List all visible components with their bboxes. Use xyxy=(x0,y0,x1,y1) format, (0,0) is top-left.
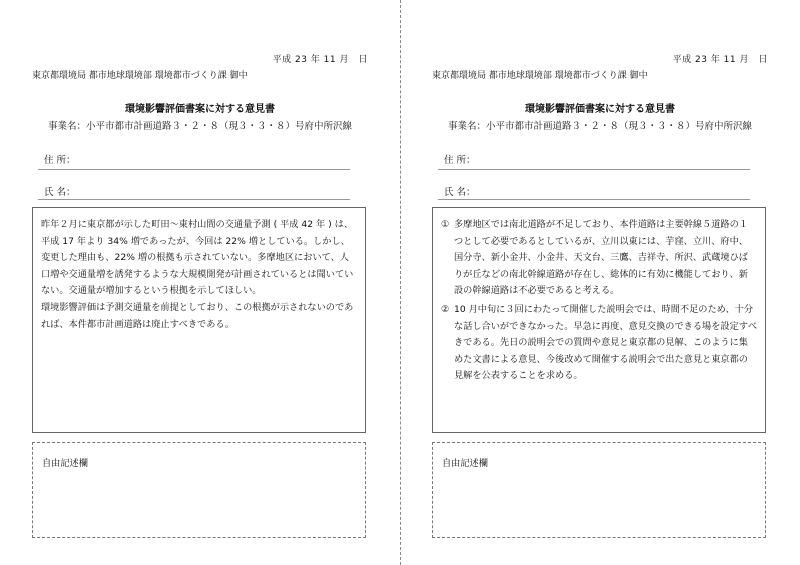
opinion-paragraph: 昨年２月に東京都が示した町田〜東村山間の交通量予測 ( 平成 42 年 ) は、平成 17 年より 34% 増であったが、今回は 22% 増としている。しかし、変更した理由も、22% 増の根拠も示されていない。多摩地区において、人口増や交通量増を誘発するような大規模開発が計画されているとは聞いていない。交通量が増加するという根拠を示してほしい。 xyxy=(41,219,354,297)
project-name: 事業名：小平市都市計画道路３・２・８（現３・３・８）号府中所沢線 xyxy=(447,121,752,132)
project-name: 事業名：小平市都市計画道路３・２・８（現３・３・８）号府中所沢線 xyxy=(47,121,352,132)
name-label: 氏 名： xyxy=(444,187,476,198)
address-field[interactable] xyxy=(38,169,350,170)
date: 平成 23 年 11 月 日 xyxy=(672,55,768,65)
opinion-paragraph: 環境影響評価は予測交通量を前提としており、この根拠が示されないのであれば、本件都市計画道路は廃止すべきである。 xyxy=(41,301,354,330)
item-number: ① xyxy=(441,219,450,230)
name-field[interactable] xyxy=(38,199,350,200)
item-text: 10 月中旬に３回にわたって開催した説明会では、時間不足のため、十分な話し合いができなかった。早急に再度、意見交換のできる場を設定すべきである。先日の説明会での質問や意見と東京都の見解、このように集めた文書による意見、今後改めて開催する説明会で出た意見と東京都の見解を公表することを求める。 xyxy=(454,303,758,382)
opinion-box[interactable] xyxy=(432,207,766,433)
addressee: 東京都環境局 都市地球環境部 環境都市づくり課 御中 xyxy=(432,71,648,81)
address-label: 住 所： xyxy=(444,155,476,166)
address-field[interactable] xyxy=(438,169,750,170)
opinion-form-right xyxy=(400,0,800,565)
form-title: 環境影響評価書案に対する意見書 xyxy=(125,104,275,115)
opinion-box[interactable] xyxy=(32,207,366,433)
item-number: ② xyxy=(441,303,450,315)
free-description-label: 自由記述欄 xyxy=(442,458,488,469)
name-field[interactable] xyxy=(438,199,750,200)
address-label: 住 所： xyxy=(44,155,76,166)
date: 平成 23 年 11 月 日 xyxy=(272,55,368,65)
opinion-item xyxy=(441,217,757,300)
free-description-label: 自由記述欄 xyxy=(42,458,88,469)
opinion-item xyxy=(441,302,757,385)
item-text: 多摩地区では南北道路が不足しており、本件道路は主要幹線５道路の１つとして必要であるとしているが、立川以東には、芋窪、立川、府中、国分寺、新小金井、小金井、天文台、三鷹、吉祥寺、所沢、武蔵境ひばりが丘などの南北幹線道路が存在し、総体的に有効に機能しており、新設の幹線道路は不必要であると考える。 xyxy=(454,219,748,297)
free-description-box[interactable] xyxy=(32,442,366,538)
form-title: 環境影響評価書案に対する意見書 xyxy=(525,104,675,115)
name-label: 氏 名： xyxy=(44,187,76,198)
addressee: 東京都環境局 都市地球環境部 環境都市づくり課 御中 xyxy=(32,71,248,81)
free-description-box[interactable] xyxy=(432,442,766,538)
